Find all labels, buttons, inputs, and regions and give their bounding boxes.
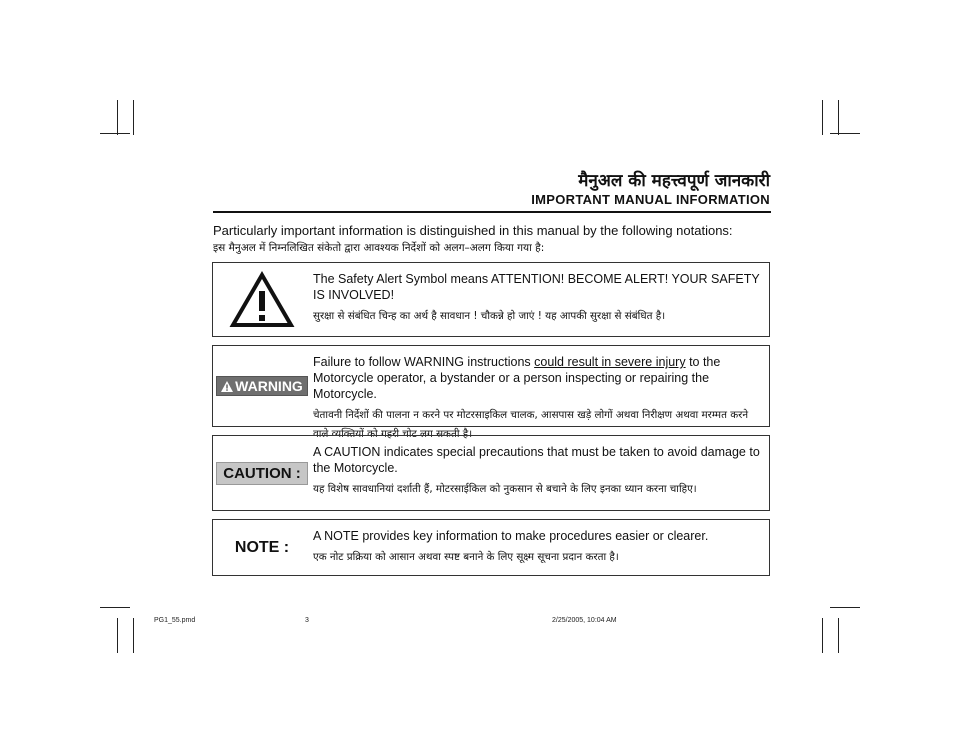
intro-text: Particularly important information is distinguished in this manual by the following notations: xyxy=(213,223,733,238)
safety-alert-symbol xyxy=(213,263,311,336)
page-title: IMPORTANT MANUAL INFORMATION xyxy=(531,192,770,207)
warning-triangle-icon xyxy=(221,381,233,392)
safety-alert-text: The Safety Alert Symbol means ATTENTION! BECOME ALERT! YOUR SAFETY IS INVOLVED! xyxy=(313,272,760,302)
warning-box xyxy=(212,345,770,440)
intro-text-hindi: इस मैनुअल में निम्नलिखित संकेतो द्वारा आवश्यक निर्देशों को अलग–अलग किया गया है: xyxy=(213,242,545,254)
warning-text-hindi: चेतावनी निर्देशों की पालना न करने पर मोटरसाइकिल चालक, आसपास खड़े लोगों अथवा निरीक्षण अथवा मरम्मत करने वाले व्यक्तियों को गहरी चोट लग सकती है। xyxy=(313,409,749,440)
page-title-hindi: मैनुअल की महत्त्वपूर्ण जानकारी xyxy=(578,171,770,191)
footer-page-number: 3 xyxy=(305,617,309,624)
crop-mark xyxy=(100,607,130,608)
warning-text-start: Failure to follow WARNING instructions xyxy=(313,355,535,369)
safety-alert-text-hindi: सुरक्षा से संबंधित चिन्ह का अर्थ है सावधान ! चौकन्ने हो जाएं ! यह आपकी सुरक्षा से संबंधित है। xyxy=(313,310,666,322)
crop-mark xyxy=(133,100,134,135)
crop-mark xyxy=(100,133,130,134)
caution-text: A CAUTION indicates special precautions that must be taken to avoid damage to the Motorcycle. xyxy=(313,445,760,475)
crop-mark xyxy=(830,133,860,134)
warning-text-emphasis: could result in severe injury xyxy=(534,355,686,369)
note-text: A NOTE provides key information to make procedures easier or clearer. xyxy=(313,529,709,543)
warning-badge xyxy=(216,376,308,396)
caution-box xyxy=(212,435,770,511)
footer-datetime: 2/25/2005, 10:04 AM xyxy=(552,617,617,624)
warning-label: WARNING xyxy=(235,378,303,394)
note-box xyxy=(212,519,770,576)
title-divider xyxy=(213,211,771,213)
note-text-hindi: एक नोट प्रक्रिया को आसान अथवा स्पष्ट बनाने के लिए सूक्ष्म सूचना प्रदान करता है। xyxy=(313,551,619,563)
crop-mark xyxy=(822,100,823,135)
footer-filename: PG1_55.pmd xyxy=(154,617,196,624)
crop-mark xyxy=(117,100,118,135)
crop-mark xyxy=(117,618,118,653)
warning-text xyxy=(313,354,763,402)
safety-alert-triangle-icon xyxy=(229,271,295,329)
warning-text-end: to the Motorcycle operator, a bystander or a person inspecting or repairing the Motorcycle. xyxy=(313,355,721,401)
crop-mark xyxy=(133,618,134,653)
caution-text-hindi: यह विशेष सावधानियां दर्शाती हैं, मोटरसाईकिल को नुकसान से बचाने के लिए इनका ध्यान करना चाहिए। xyxy=(313,483,697,495)
note-label: NOTE : xyxy=(234,538,290,556)
crop-mark xyxy=(838,100,839,135)
crop-mark xyxy=(830,607,860,608)
crop-mark xyxy=(822,618,823,653)
crop-mark xyxy=(838,618,839,653)
safety-alert-box xyxy=(212,262,770,337)
caution-badge: CAUTION : xyxy=(216,462,308,485)
